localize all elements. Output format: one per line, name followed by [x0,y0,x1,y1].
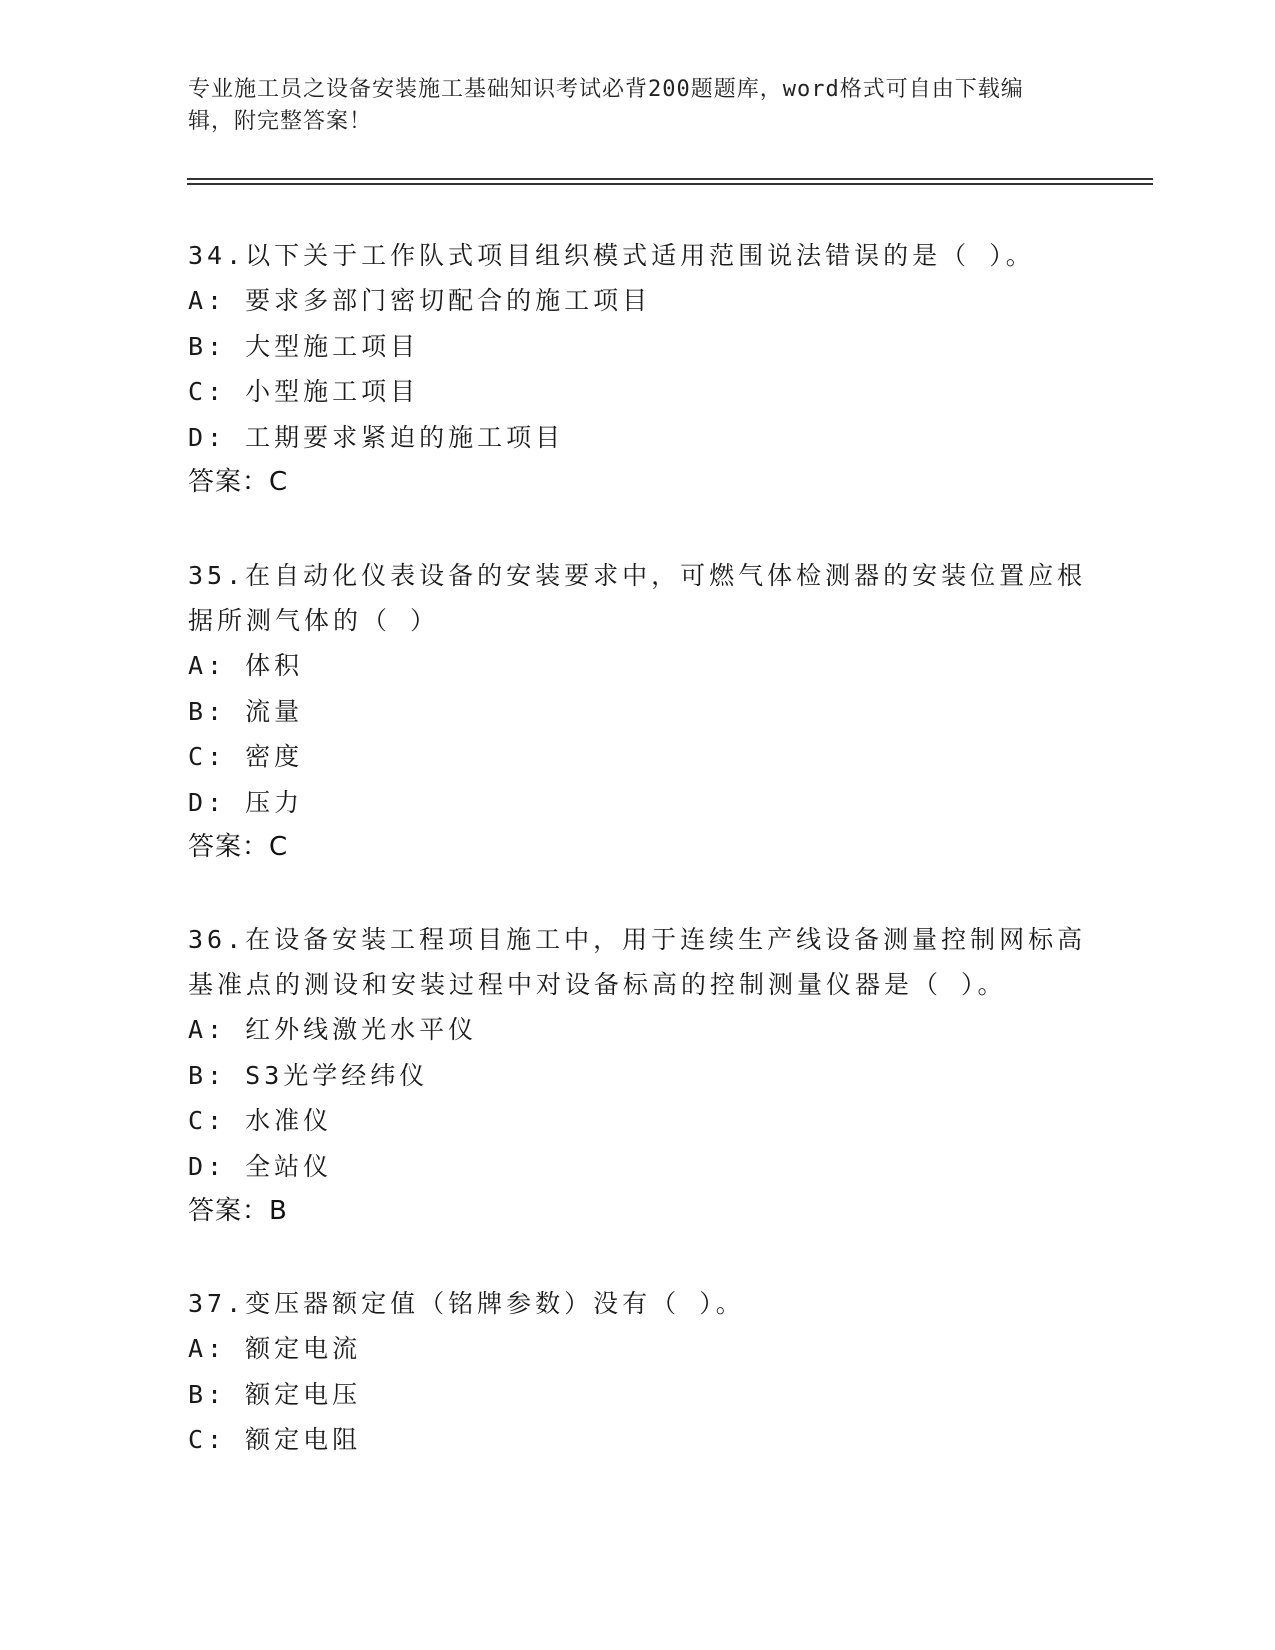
option-c: C: 水准仪 [188,1106,333,1135]
header-divider-bottom [187,183,1153,185]
option-b: B: 大型施工项目 [188,331,420,361]
option-a: A: 红外线激光水平仪 [188,1015,478,1044]
question-stem: 37.变压器额定值（铭牌参数）没有（ ）。 [188,1289,745,1318]
option-d: D: 全站仪 [188,1151,333,1181]
answer: 答案：B [188,1196,288,1226]
option-a: A: 要求多部门密切配合的施工项目 [188,286,652,315]
option-b: B: 额定电压 [188,1379,362,1409]
question-36 [188,917,1088,1234]
document-header: 专业施工员之设备安装施工基础知识考试必背200题题库，word格式可自由下载编辑，附完整答案！ [188,77,1024,134]
option-d: D: 压力 [188,787,304,817]
option-c: C: 密度 [188,742,304,771]
option-b: B: 流量 [188,696,304,726]
question-stem: 36.在设备安装工程项目施工中，用于连续生产线设备测量控制网标高基准点的测设和安装过程中对设备标高的控制测量仪器是（ ）。 [188,925,1087,999]
option-a: A: 体积 [188,651,304,680]
option-d: D: 工期要求紧迫的施工项目 [188,422,565,452]
header-divider-top [187,178,1153,180]
question-stem: 34.以下关于工作队式项目组织模式适用范围说法错误的是（ ）。 [188,241,1035,270]
question-35 [188,553,1088,870]
option-b: B: S3光学经纬仪 [188,1060,429,1090]
option-c: C: 小型施工项目 [188,377,420,406]
answer: 答案：C [188,467,289,497]
answer: 答案：C [188,832,289,862]
option-c: C: 额定电阻 [188,1425,362,1454]
question-34 [188,233,1088,505]
option-a: A: 额定电流 [188,1334,362,1363]
question-stem: 35.在自动化仪表设备的安装要求中，可燃气体检测器的安装位置应根据所测气体的（ ） [188,561,1087,635]
question-37 [188,1281,1088,1463]
